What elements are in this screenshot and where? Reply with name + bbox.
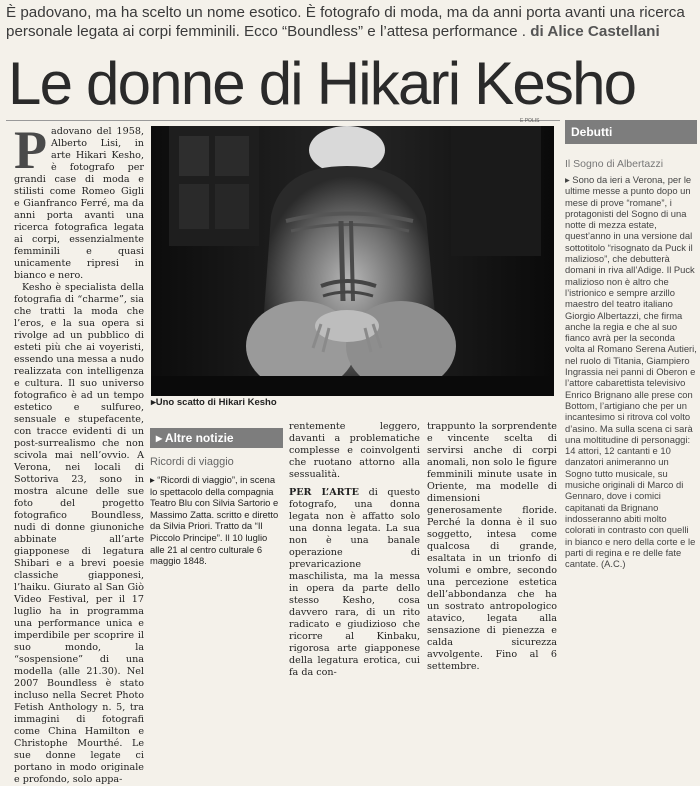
article-paragraph: Kesho è specialista della fotografia di “charme”, sia che tratti la moda che l’eros, e la sua opera si rivolge ad un pubblico di esteti più che ai voyeristi, essendo una messa a nudo realizzata con intelligenza e cultura. Il suo universo fotografico è ad un tempo estetico e sulfureo, sensuale e stupefacente, con tracce evidenti di un post-surrealismo che non scivola mai nell’ovvio. A Verona, nei locali di Sottoriva 23, sono in mostra alcune delle sue foto del progetto fotografico Boundless, nudi di donne giunoniche abbinate all’arte giapponese di legatura Shibari e a brevi poesie classiche giapponesi, l’haiku. Giurato al San Giò Video Festival, per il 17 luglio ha in programma una performance unica e imperdibile per scoprire il suo mondo, la “sospensione” di una modella (alle 21.30). Nel 2007 Boundless è stato incluso nella Secret Photo Fetish Anthology n. 5, tra immagini di fotografi come China Hamilton e Christophe Mourthé. Le sue donne legate ci portano in modo originale e profondo, solo appa-	[14, 282, 144, 785]
headline: Le donne di Hikari Kesho	[8, 50, 636, 117]
dropcap: P	[14, 120, 47, 180]
altre-notizie-body: ▸ “Ricordi di viaggio”, in scena lo spettacolo della compagnia Teatro Blu con Silvia Sartorio e Massimo Zatta. scritto e diretto da Silvia Priori. Tratto da “Il Piccolo Principe”. Il 10 luglio alle 21 al centro culturale 6 maggio 1848.	[150, 474, 279, 567]
photo-credit: E POLIS	[520, 118, 540, 124]
debutti-header: Debutti	[565, 120, 697, 144]
debutti-title: Il Sogno di Albertazzi	[565, 158, 664, 170]
altre-notizie-box	[150, 428, 283, 592]
article-paragraph: adovano del 1958, Alberto Lisi, in arte Hikari Kesho, è fotografo per grandi case di moda e stilisti come Romeo Gigli e Gianfranco Ferré, ma da anni porta avanti una ricerca fotografica legata ai corpi, essenzialmente femminili e quasi unicamente ripresi in bianco e nero.	[14, 126, 144, 281]
article-column-4	[427, 421, 557, 672]
photo-caption: ▸Uno scatto di Hikari Kesho	[151, 397, 277, 408]
article-column-3	[289, 421, 420, 678]
article-deck	[6, 3, 696, 41]
photo-image	[151, 126, 554, 396]
debutti-body: ▸ Sono da ieri a Verona, per le ultime messe a punto dopo un mese di prove “romane”, i protagonisti del Sogno di una notte di mezza estate, quest’anno in una versione dal sottotitolo “risognato da Puck il malizioso”, che debutterà domani in riva all’Adige. Il Puck malizioso non è altro che l’istrionico e sempre arzillo maestro del teatro italiano Giorgio Albertazzi, che firma anche la regia e che al suo fianco avrà per la seconda volta al Romano Serena Autieri, nel ruolo di Titania, Giampiero Ingrassia nei panni di Oberon e l’attore cabarettista televisivo Enrico Brignano alle prese con Bottom, l’artigiano che per un incantesimo si ritrova col volto d’asino. Ma sulla scena ci sarà una moltitudine di personaggi: 14 attori, 12 cantanti e 10 danzatori animeranno un Sogno tutto musicale, su musiche originali di Marco di Gennaro, dove i comici capitanati da Brignano indosseranno abiti molto colorati in contrasto con quelli in bianco e nero della corte e le parti di regina e re delle fate cantate. (A.C.)	[565, 174, 697, 570]
article-paragraph: trappunto la sorprendente e vincente scelta di servirsi anche di corpi anomali, non solo le figure femminili minute usate in Oriente, ma modelle di dimensioni generosamente floride. Perché la donna è il suo soggetto, intesa come qualcosa di grande, esaltata in un trionfo di volumi e ombre, secondo una percezione estetica dell’abbondanza che ha un sostrato antropologico atavico, legata alla sensazione di pienezza e calda sicurezza avvolgente. Fino al 6 settembre.	[427, 421, 557, 672]
altre-notizie-title: Ricordi di viaggio	[150, 456, 234, 468]
debutti-box	[565, 120, 697, 592]
article-paragraph: di questo fotografo, una donna legata non è affatto solo una donna legata. La sua non è una banale operazione di prevaricazione maschilista, ma la messa in opera da parte dello stesso Kesho, cosa davvero rara, di un rito radicato e giudizioso che ricorre al Kinbaku, rigorosa arte giapponese della legatura erotica, cui fa da con-	[289, 487, 420, 678]
deck-byline: di Alice Castellani	[530, 23, 660, 40]
article-photo	[151, 126, 554, 396]
deck-text: È padovano, ma ha scelto un nome esotico. È fotografo di moda, ma da anni porta avanti una ricerca personale legata ai corpi femminili. Ecco “Boundless” e l’attesa performance .	[6, 4, 685, 40]
headline-rule	[6, 120, 560, 121]
article-column-1	[14, 120, 144, 785]
altre-notizie-header: ▸ Altre notizie	[150, 428, 283, 448]
article-paragraph: rentemente leggero, davanti a problematiche complesse e coinvolgenti che ruotano attorno alla sessualità.	[289, 421, 420, 480]
section-label: PER L’ARTE	[289, 487, 359, 498]
